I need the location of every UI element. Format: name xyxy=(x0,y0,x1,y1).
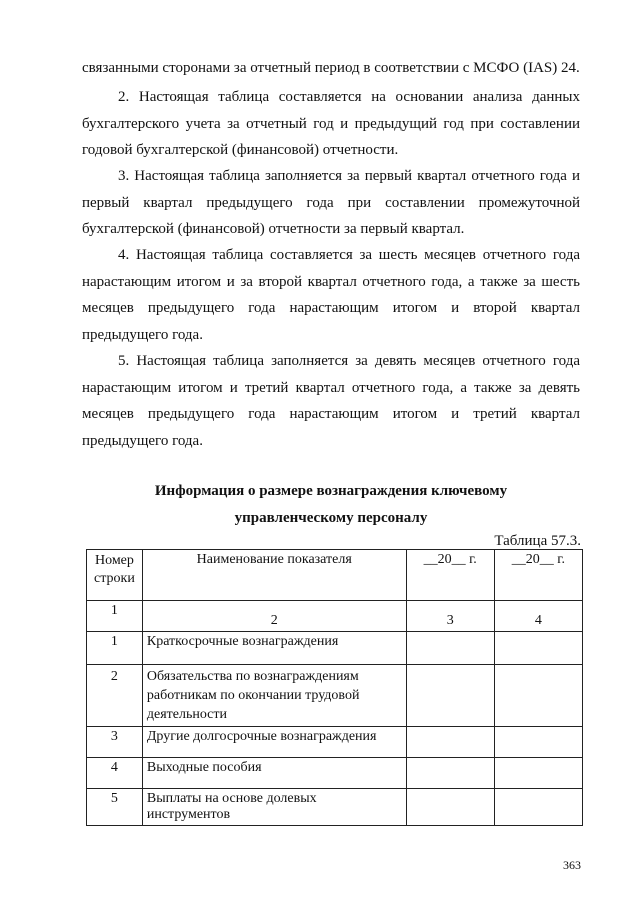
row-value-previous xyxy=(494,789,582,826)
row-value-current xyxy=(406,665,494,727)
row-value-previous xyxy=(494,665,582,727)
row-value-previous xyxy=(494,758,582,789)
row-indicator-name: Другие долгосрочные вознаграждения xyxy=(142,727,406,758)
table-row xyxy=(87,727,583,758)
page-number: 363 xyxy=(563,858,581,872)
row-indicator-name: Краткосрочные вознаграждения xyxy=(142,632,406,665)
table-heading-line-1: Информация о размере вознаграждения ключевому xyxy=(154,483,508,499)
paragraph-5: 5. Настоящая таблица заполняется за девять месяцев отчетного года нарастающим итогом и третий квартал отчетного года, а также за девять месяцев предыдущего года нарастающим итогом и третий квартал предыдущего года. xyxy=(82,353,580,449)
row-number: 5 xyxy=(87,789,143,826)
row-value-previous xyxy=(494,727,582,758)
column-index-2: 2 xyxy=(142,601,406,632)
text-line-continuation: связанными сторонами за отчетный период в соответствии с МСФО (IAS) 24. xyxy=(82,60,580,76)
row-indicator-name: Обязательства по вознаграждениям работникам по окончании трудовой деятельности xyxy=(142,665,406,727)
column-index-4: 4 xyxy=(494,601,582,632)
header-indicator-name: Наименование показателя xyxy=(142,550,406,601)
row-indicator-name: Выходные пособия xyxy=(142,758,406,789)
row-value-current xyxy=(406,727,494,758)
row-value-current xyxy=(406,758,494,789)
table-column-index-row xyxy=(87,601,583,632)
table-row xyxy=(87,789,583,826)
paragraph-4: 4. Настоящая таблица составляется за шесть месяцев отчетного года нарастающим итогом и за второй квартал отчетного года, а также за шесть месяцев предыдущего года нарастающим итогом и второй квартал предыдущего года. xyxy=(82,247,580,343)
row-number: 3 xyxy=(87,727,143,758)
table-heading-line-2: управленческому персоналу xyxy=(234,510,428,526)
header-row-number: Номер строки xyxy=(87,550,143,601)
header-year-current: __20__ г. xyxy=(406,550,494,601)
row-indicator-name: Выплаты на основе долевых инструментов xyxy=(142,789,406,826)
remuneration-table xyxy=(86,549,583,826)
header-year-previous: __20__ г. xyxy=(494,550,582,601)
row-value-current xyxy=(406,632,494,665)
paragraph-2: 2. Настоящая таблица составляется на основании анализа данных бухгалтерского учета за отчетный год и предыдущий год при составлении годовой бухгалтерской (финансовой) отчетности. xyxy=(82,89,580,158)
table-row xyxy=(87,665,583,727)
paragraph-3: 3. Настоящая таблица заполняется за первый квартал отчетного года и первый квартал предыдущего года при составлении промежуточной бухгалтерской (финансовой) отчетности за первый квартал. xyxy=(82,168,580,237)
column-index-3: 3 xyxy=(406,601,494,632)
table-row xyxy=(87,758,583,789)
table-row xyxy=(87,632,583,665)
row-value-current xyxy=(406,789,494,826)
row-number: 1 xyxy=(87,632,143,665)
table-label: Таблица 57.3. xyxy=(494,533,581,549)
row-number: 2 xyxy=(87,665,143,727)
row-number: 4 xyxy=(87,758,143,789)
column-index-1: 1 xyxy=(87,601,143,632)
table-header-row xyxy=(87,550,583,601)
row-value-previous xyxy=(494,632,582,665)
